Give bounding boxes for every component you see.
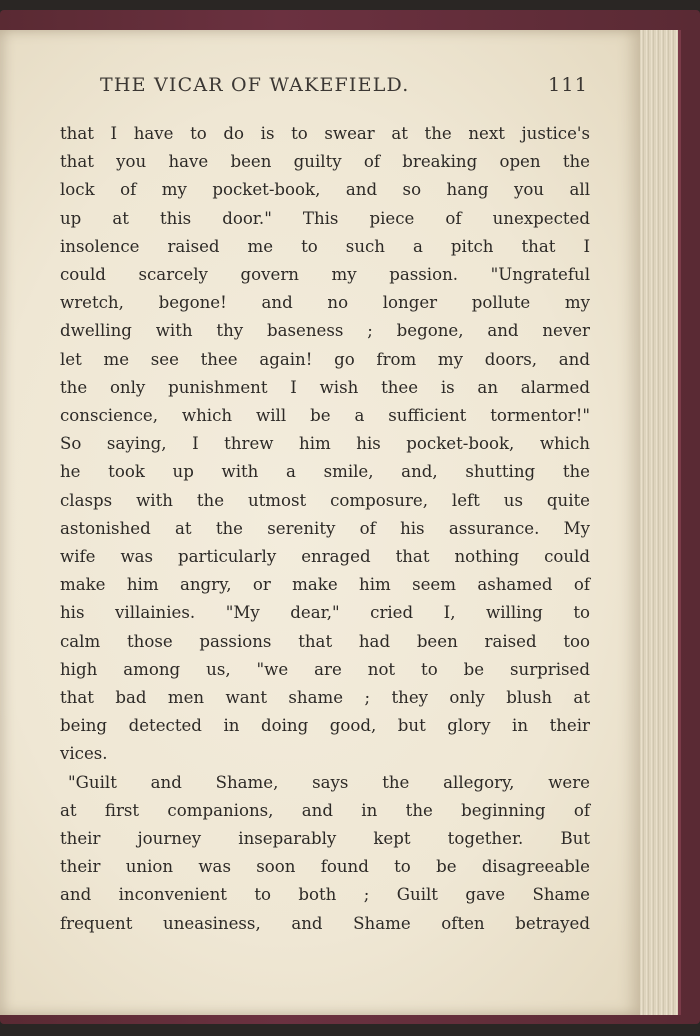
text-line: dwelling with thy baseness ; begone, and never bbox=[60, 321, 590, 341]
text-line: the only punishment I wish thee is an alarmed bbox=[60, 377, 590, 397]
text-line: conscience, which will be a sufficient tormentor!" bbox=[60, 406, 590, 426]
running-title: THE VICAR OF WAKEFIELD. bbox=[100, 74, 410, 96]
text-line: up at this door." This piece of unexpected bbox=[60, 208, 590, 228]
text-line: calm those passions that had been raised too bbox=[60, 631, 590, 651]
text-line: could scarcely govern my passion. "Ungrateful bbox=[60, 265, 590, 285]
page-number: 111 bbox=[548, 74, 588, 96]
text-line: "Guilt and Shame, says the allegory, were bbox=[68, 772, 590, 792]
text-line: wretch, begone! and no longer pollute my bbox=[60, 293, 590, 313]
text-line: he took up with a smile, and, shutting the bbox=[60, 462, 590, 482]
text-line: let me see thee again! go from my doors, and bbox=[60, 349, 590, 369]
text-line: his villainies. "My dear," cried I, willing to bbox=[60, 603, 590, 623]
text-line: frequent uneasiness, and Shame often betrayed bbox=[60, 913, 590, 933]
text-line: vices. bbox=[60, 744, 108, 764]
text-line: lock of my pocket-book, and so hang you all bbox=[60, 180, 590, 200]
text-line: at first companions, and in the beginning of bbox=[60, 800, 590, 820]
text-line: that I have to do is to swear at the next justice's bbox=[60, 124, 590, 143]
body-text bbox=[60, 120, 590, 938]
text-line: make him angry, or make him seem ashamed of bbox=[60, 575, 590, 595]
text-line: being detected in doing good, but glory in their bbox=[60, 716, 590, 736]
book-page bbox=[0, 30, 640, 1015]
text-line: insolence raised me to such a pitch that I bbox=[60, 236, 590, 256]
text-line: their union was soon found to be disagreeable bbox=[60, 857, 590, 877]
text-line: that you have been guilty of breaking open the bbox=[60, 152, 590, 172]
text-line: clasps with the utmost composure, left us quite bbox=[60, 490, 590, 510]
text-line: So saying, I threw him his pocket-book, which bbox=[60, 434, 590, 454]
text-line: wife was particularly enraged that nothing could bbox=[60, 547, 590, 567]
text-line: their journey inseparably kept together. But bbox=[60, 829, 590, 849]
text-line: that bad men want shame ; they only blush at bbox=[60, 688, 590, 708]
text-line: and inconvenient to both ; Guilt gave Shame bbox=[60, 885, 590, 905]
text-line: high among us, "we are not to be surprised bbox=[60, 659, 590, 679]
text-line: astonished at the serenity of his assurance. My bbox=[60, 518, 590, 538]
